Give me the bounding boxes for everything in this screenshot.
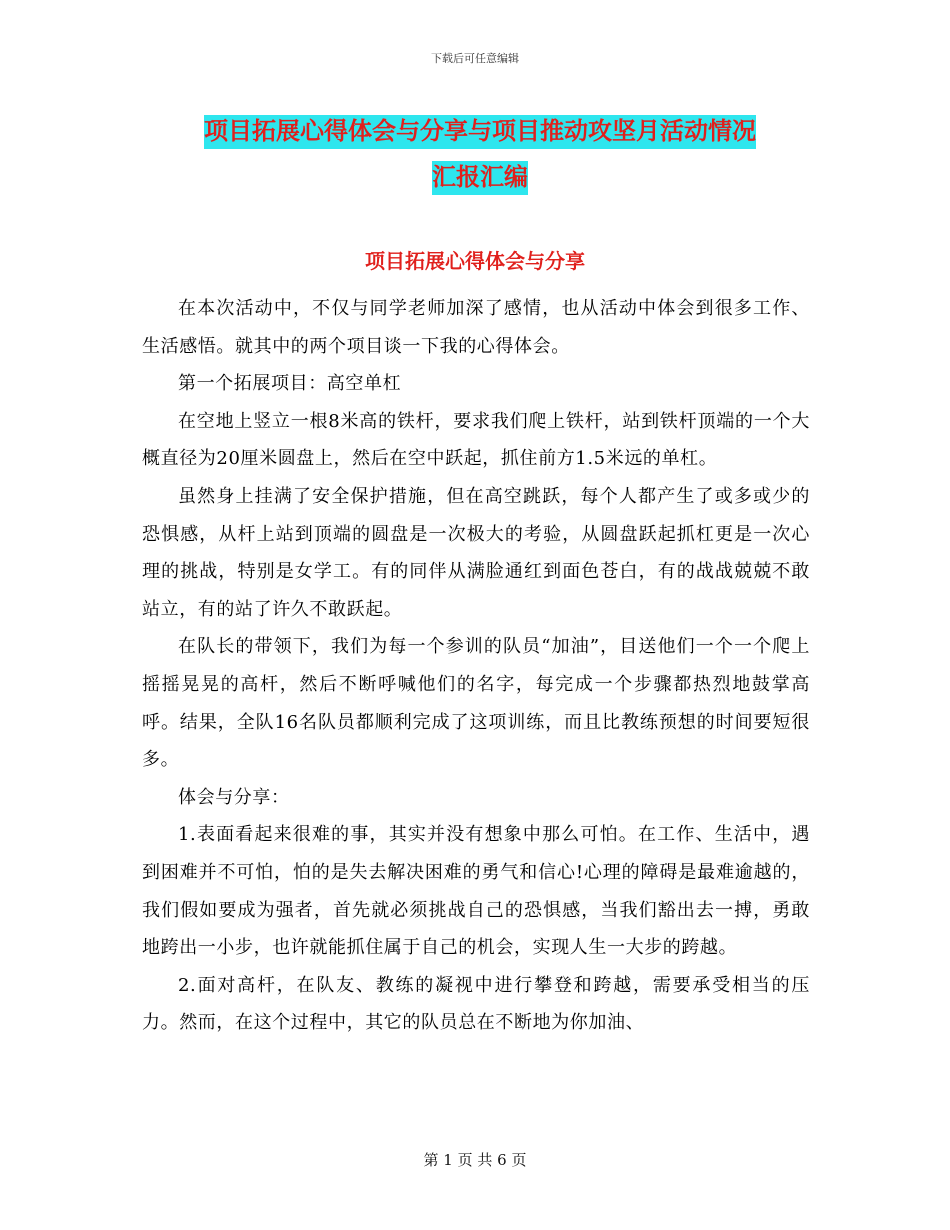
paragraph-8: 2.面对高杆，在队友、教练的凝视中进行攀登和跨越，需要承受相当的压力。然而，在这个过程中，其它的队员总在不断地为你加油、 bbox=[142, 974, 810, 1034]
paragraph-5: 在队长的带领下，我们为每一个参训的队员“加油”，目送他们一个一个爬上摇摇晃晃的高杆，然后不断呼喊他们的名字，每完成一个步骤都热烈地鼓掌高呼。结果，全队16名队员都顺利完成了这项训练，而且比教练预想的时间要短很多。 bbox=[142, 636, 810, 771]
section-title: 项目拓展心得体会与分享 bbox=[365, 249, 585, 273]
paragraph-7: 1.表面看起来很难的事，其实并没有想象中那么可怕。在工作、生活中，遇到困难并不可怕，怕的是失去解决困难的勇气和信心!心理的障碍是最难逾越的，我们假如要成为强者，首先就必须挑战自己的恐惧感，当我们豁出去一搏，勇敢地跨出一小步，也许就能抓住属于自己的机会，实现人生一大步的跨越。 bbox=[142, 824, 810, 959]
document-body bbox=[142, 290, 810, 1042]
paragraph-6: 体会与分享： bbox=[178, 786, 290, 808]
document-title bbox=[140, 108, 820, 200]
paragraph-3: 在空地上竖立一根8米高的铁杆，要求我们爬上铁杆，站到铁杆顶端的一个大概直径为20厘米圆盘上，然后在空中跃起，抓住前方1.5米远的单杠。 bbox=[142, 410, 810, 470]
page-number-footer: 第 1 页 共 6 页 bbox=[423, 1151, 527, 1169]
paragraph-2: 第一个拓展项目：高空单杠 bbox=[178, 373, 402, 395]
document-title-line-2: 汇报汇编 bbox=[432, 161, 528, 195]
page-header-note: 下载后可任意编辑 bbox=[431, 52, 519, 65]
paragraph-4: 虽然身上挂满了安全保护措施，但在高空跳跃，每个人都产生了或多或少的恐惧感，从杆上站到顶端的圆盘是一次极大的考验，从圆盘跃起抓杠更是一次心理的挑战，特别是女学工。有的同伴从满脸通红到面色苍白，有的战战兢兢不敢站立，有的站了许久不敢跃起。 bbox=[142, 485, 810, 620]
paragraph-1: 在本次活动中，不仅与同学老师加深了感情，也从活动中体会到很多工作、生活感悟。就其中的两个项目谈一下我的心得体会。 bbox=[142, 298, 810, 357]
document-title-line-1: 项目拓展心得体会与分享与项目推动攻坚月活动情况 bbox=[204, 115, 756, 149]
